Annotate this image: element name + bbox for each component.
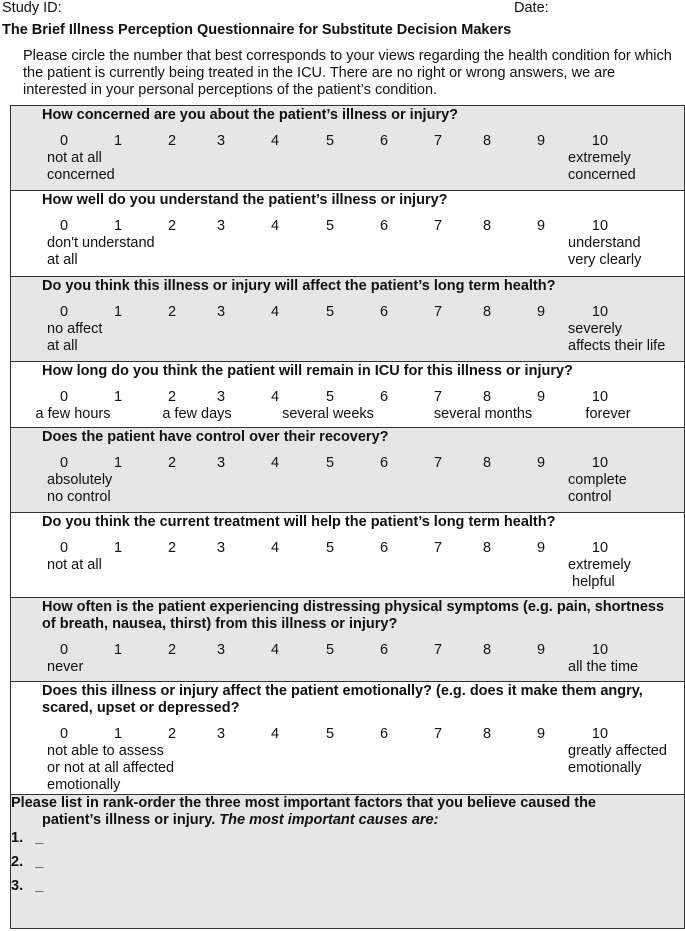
right-anchor-label: very clearly bbox=[568, 252, 642, 268]
anchor-label: a few hours bbox=[35, 406, 111, 422]
scale-option-4[interactable]: 4 bbox=[270, 133, 280, 149]
scale-option-2[interactable]: 2 bbox=[167, 455, 177, 471]
scale-option-0[interactable]: 0 bbox=[59, 540, 69, 556]
causes-prompt-line-2 bbox=[42, 812, 438, 829]
question-text: of breath, nausea, thirst) from this illness or injury? bbox=[42, 616, 398, 632]
scale-option-8[interactable]: 8 bbox=[482, 642, 492, 658]
scale-option-3[interactable]: 3 bbox=[216, 304, 226, 320]
scale-option-0[interactable]: 0 bbox=[59, 218, 69, 234]
scale-option-9[interactable]: 9 bbox=[536, 726, 546, 742]
scale-option-9[interactable]: 9 bbox=[536, 218, 546, 234]
scale-option-1[interactable]: 1 bbox=[113, 540, 123, 556]
scale-option-4[interactable]: 4 bbox=[270, 540, 280, 556]
scale-option-4[interactable]: 4 bbox=[270, 389, 280, 405]
right-anchor-label: emotionally bbox=[568, 760, 642, 776]
scale-option-5[interactable]: 5 bbox=[325, 133, 335, 149]
scale-option-8[interactable]: 8 bbox=[482, 133, 492, 149]
question-6 bbox=[11, 513, 684, 598]
left-anchor-label: at all bbox=[47, 252, 78, 268]
right-anchor-label: greatly affected bbox=[568, 743, 667, 759]
left-anchor-label: never bbox=[47, 659, 84, 675]
scale-option-2[interactable]: 2 bbox=[167, 642, 177, 658]
scale-option-9[interactable]: 9 bbox=[536, 389, 546, 405]
scale-option-3[interactable]: 3 bbox=[216, 218, 226, 234]
left-anchor-label: at all bbox=[47, 338, 78, 354]
page-title: The Brief Illness Perception Questionnaire for Substitute Decision Makers bbox=[2, 22, 512, 38]
cause-blank: _ bbox=[35, 878, 44, 894]
scale-option-9[interactable]: 9 bbox=[536, 455, 546, 471]
study-id-label: Study ID: bbox=[2, 0, 62, 16]
scale-option-10[interactable]: 10 bbox=[591, 726, 609, 742]
scale-option-7[interactable]: 7 bbox=[433, 133, 443, 149]
scale-option-2[interactable]: 2 bbox=[167, 389, 177, 405]
question-3 bbox=[11, 277, 684, 362]
cause-number: 3. bbox=[11, 878, 24, 894]
scale-option-6[interactable]: 6 bbox=[379, 389, 389, 405]
question-text: Does this illness or injury affect the patient emotionally? (e.g. does it make them angry, bbox=[42, 683, 643, 699]
scale-option-3[interactable]: 3 bbox=[216, 642, 226, 658]
scale-option-4[interactable]: 4 bbox=[270, 218, 280, 234]
scale-option-7[interactable]: 7 bbox=[433, 304, 443, 320]
left-anchor-label: not at all bbox=[47, 150, 102, 166]
question-5 bbox=[11, 428, 684, 513]
anchor-label: several weeks bbox=[282, 406, 374, 422]
scale-option-1[interactable]: 1 bbox=[113, 455, 123, 471]
scale-option-2[interactable]: 2 bbox=[167, 540, 177, 556]
right-anchor-label: complete bbox=[568, 472, 627, 488]
scale-option-5[interactable]: 5 bbox=[325, 218, 335, 234]
question-text: Do you think the current treatment will help the patient’s long term health? bbox=[42, 514, 556, 530]
question-text: How often is the patient experiencing distressing physical symptoms (e.g. pain, shortness bbox=[42, 599, 665, 615]
right-anchor-label: extremely bbox=[568, 150, 631, 166]
scale-option-7[interactable]: 7 bbox=[433, 389, 443, 405]
scale-option-10[interactable]: 10 bbox=[591, 455, 609, 471]
scale-option-2[interactable]: 2 bbox=[167, 726, 177, 742]
scale-option-7[interactable]: 7 bbox=[433, 455, 443, 471]
question-7 bbox=[11, 598, 684, 682]
scale-option-8[interactable]: 8 bbox=[482, 726, 492, 742]
scale-option-0[interactable]: 0 bbox=[59, 389, 69, 405]
left-anchor-label: not at all bbox=[47, 557, 102, 573]
causes-prompt-text: patient’s illness or injury. bbox=[42, 812, 216, 828]
cause-item-1[interactable] bbox=[11, 830, 43, 847]
scale-option-2[interactable]: 2 bbox=[167, 218, 177, 234]
instructions-line-1: Please circle the number that best corresponds to your views regarding the health condition for which bbox=[23, 48, 672, 64]
scale-option-0[interactable]: 0 bbox=[59, 726, 69, 742]
left-anchor-label: or not at all affected bbox=[47, 760, 175, 776]
scale-option-0[interactable]: 0 bbox=[59, 455, 69, 471]
scale-option-6[interactable]: 6 bbox=[379, 455, 389, 471]
scale-option-0[interactable]: 0 bbox=[59, 642, 69, 658]
scale-option-1[interactable]: 1 bbox=[113, 218, 123, 234]
scale-option-2[interactable]: 2 bbox=[167, 133, 177, 149]
scale-option-5[interactable]: 5 bbox=[325, 389, 335, 405]
scale-option-10[interactable]: 10 bbox=[591, 540, 609, 556]
scale-option-7[interactable]: 7 bbox=[433, 726, 443, 742]
scale-option-4[interactable]: 4 bbox=[270, 455, 280, 471]
question-text: Does the patient have control over their recovery? bbox=[42, 429, 389, 445]
scale-option-3[interactable]: 3 bbox=[216, 455, 226, 471]
scale-option-8[interactable]: 8 bbox=[482, 455, 492, 471]
right-anchor-label: understand bbox=[568, 235, 641, 251]
scale-option-3[interactable]: 3 bbox=[216, 133, 226, 149]
questionnaire-table bbox=[10, 105, 685, 929]
causes-prompt-line-1: Please list in rank-order the three most important factors that you believe caused the bbox=[11, 795, 596, 811]
scale-option-3[interactable]: 3 bbox=[216, 726, 226, 742]
instructions-line-3: interested in your personal perceptions of the patient’s condition. bbox=[23, 82, 438, 98]
scale-option-9[interactable]: 9 bbox=[536, 304, 546, 320]
scale-option-1[interactable]: 1 bbox=[113, 726, 123, 742]
left-anchor-label: no affect bbox=[47, 321, 103, 337]
scale-option-5[interactable]: 5 bbox=[325, 304, 335, 320]
scale-option-10[interactable]: 10 bbox=[591, 389, 609, 405]
question-text: scared, upset or depressed? bbox=[42, 700, 240, 716]
left-anchor-label: absolutely bbox=[47, 472, 113, 488]
question-2 bbox=[11, 191, 684, 277]
scale-option-10[interactable]: 10 bbox=[591, 218, 609, 234]
left-anchor-label: don't understand bbox=[47, 235, 155, 251]
scale-option-6[interactable]: 6 bbox=[379, 726, 389, 742]
scale-option-10[interactable]: 10 bbox=[591, 133, 609, 149]
scale-option-9[interactable]: 9 bbox=[536, 540, 546, 556]
question-text: How concerned are you about the patient’s illness or injury? bbox=[42, 107, 459, 123]
question-8 bbox=[11, 682, 684, 795]
anchor-label: forever bbox=[585, 406, 631, 422]
scale-option-7[interactable]: 7 bbox=[433, 218, 443, 234]
cause-blank: _ bbox=[35, 854, 44, 870]
scale-option-6[interactable]: 6 bbox=[379, 304, 389, 320]
instructions-line-2: the patient is currently being treated in the ICU. There are no right or wrong answers, we are bbox=[23, 65, 616, 81]
right-anchor-label: affects their life bbox=[568, 338, 666, 354]
scale-option-9[interactable]: 9 bbox=[536, 133, 546, 149]
scale-option-6[interactable]: 6 bbox=[379, 133, 389, 149]
left-anchor-label: concerned bbox=[47, 167, 115, 183]
cause-number: 1. bbox=[11, 830, 24, 846]
right-anchor-label: all the time bbox=[568, 659, 639, 675]
question-text: Do you think this illness or injury will affect the patient’s long term health? bbox=[42, 278, 556, 294]
scale-option-6[interactable]: 6 bbox=[379, 218, 389, 234]
question-text: How well do you understand the patient’s illness or injury? bbox=[42, 192, 448, 208]
date-label: Date: bbox=[514, 0, 549, 16]
anchor-label: a few days bbox=[162, 406, 232, 422]
scale-option-4[interactable]: 4 bbox=[270, 642, 280, 658]
cause-number: 2. bbox=[11, 854, 24, 870]
question-1 bbox=[11, 106, 684, 191]
scale-option-8[interactable]: 8 bbox=[482, 304, 492, 320]
scale-option-0[interactable]: 0 bbox=[59, 304, 69, 320]
scale-option-8[interactable]: 8 bbox=[482, 218, 492, 234]
scale-option-1[interactable]: 1 bbox=[113, 389, 123, 405]
scale-option-6[interactable]: 6 bbox=[379, 540, 389, 556]
scale-option-7[interactable]: 7 bbox=[433, 642, 443, 658]
scale-option-8[interactable]: 8 bbox=[482, 389, 492, 405]
right-anchor-label: extremely bbox=[568, 557, 631, 573]
scale-option-1[interactable]: 1 bbox=[113, 642, 123, 658]
scale-option-5[interactable]: 5 bbox=[325, 455, 335, 471]
question-text: How long do you think the patient will remain in ICU for this illness or injury? bbox=[42, 363, 573, 379]
scale-option-10[interactable]: 10 bbox=[591, 304, 609, 320]
scale-option-9[interactable]: 9 bbox=[536, 642, 546, 658]
scale-option-0[interactable]: 0 bbox=[59, 133, 69, 149]
scale-option-10[interactable]: 10 bbox=[591, 642, 609, 658]
scale-option-8[interactable]: 8 bbox=[482, 540, 492, 556]
left-anchor-label: emotionally bbox=[47, 777, 121, 793]
scale-option-1[interactable]: 1 bbox=[113, 133, 123, 149]
right-anchor-label: concerned bbox=[568, 167, 636, 183]
scale-option-4[interactable]: 4 bbox=[270, 726, 280, 742]
right-anchor-label: severely bbox=[568, 321, 622, 337]
scale-option-7[interactable]: 7 bbox=[433, 540, 443, 556]
cause-blank: _ bbox=[35, 830, 44, 846]
right-anchor-label: helpful bbox=[568, 574, 615, 590]
right-anchor-label: control bbox=[568, 489, 612, 505]
scale-option-3[interactable]: 3 bbox=[216, 540, 226, 556]
cause-item-3[interactable] bbox=[11, 878, 43, 895]
scale-option-4[interactable]: 4 bbox=[270, 304, 280, 320]
scale-option-3[interactable]: 3 bbox=[216, 389, 226, 405]
causes-prompt-italic: The most important causes are: bbox=[219, 812, 439, 828]
scale-option-5[interactable]: 5 bbox=[325, 540, 335, 556]
question-4 bbox=[11, 362, 684, 428]
scale-option-5[interactable]: 5 bbox=[325, 642, 335, 658]
left-anchor-label: not able to assess bbox=[47, 743, 164, 759]
anchor-label: several months bbox=[433, 406, 533, 422]
scale-option-2[interactable]: 2 bbox=[167, 304, 177, 320]
scale-option-6[interactable]: 6 bbox=[379, 642, 389, 658]
scale-option-1[interactable]: 1 bbox=[113, 304, 123, 320]
scale-option-5[interactable]: 5 bbox=[325, 726, 335, 742]
left-anchor-label: no control bbox=[47, 489, 111, 505]
causes-section bbox=[11, 795, 684, 929]
cause-item-2[interactable] bbox=[11, 854, 43, 871]
